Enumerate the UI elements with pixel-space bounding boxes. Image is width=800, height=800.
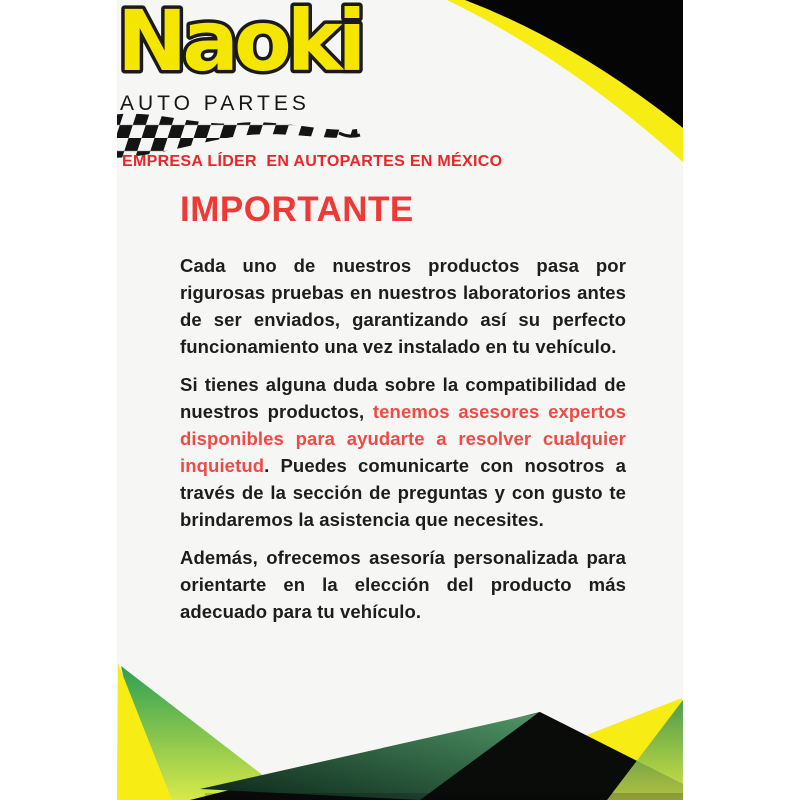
important-heading: IMPORTANTE <box>180 190 414 229</box>
paragraph-support <box>180 371 626 533</box>
brand-logo-wordmark <box>117 0 375 94</box>
bottom-triangles-decoration <box>117 650 683 800</box>
flyer-card <box>117 0 683 800</box>
brand-logo-subtitle: AUTO PARTES <box>120 92 310 115</box>
paragraph-advice: Además, ofrecemos asesoría personalizada para orientarte en la elección del producto más adecuado para tu vehículo. <box>180 547 626 622</box>
flag-wave-shape <box>117 114 358 158</box>
bottom-shade-strip <box>205 793 683 800</box>
brand-logo <box>117 0 597 180</box>
body-text <box>180 252 626 636</box>
paragraph-support-end: . Puedes comunicarte con nosotros a través de la sección de preguntas y con gusto te brindaremos la asistencia que necesites. <box>180 455 626 530</box>
paragraph-quality: Cada uno de nuestros productos pasa por rigurosas pruebas en nuestros laboratorios antes de ser enviados, garantizando así su perfecto funcionamiento una vez instalado en tu vehículo. <box>180 255 626 357</box>
brand-tagline: EMPRESA LÍDER EN AUTOPARTES EN MÉXICO <box>122 153 503 170</box>
highlighted-text: tenemos asesores expertos disponibles para ayudarte a resolver cualquier inquietud <box>180 401 626 476</box>
logo-text: Naoki <box>117 0 362 90</box>
paragraph-support-start: Si tienes alguna duda sobre la compatibilidad de nuestros productos, <box>180 374 626 422</box>
